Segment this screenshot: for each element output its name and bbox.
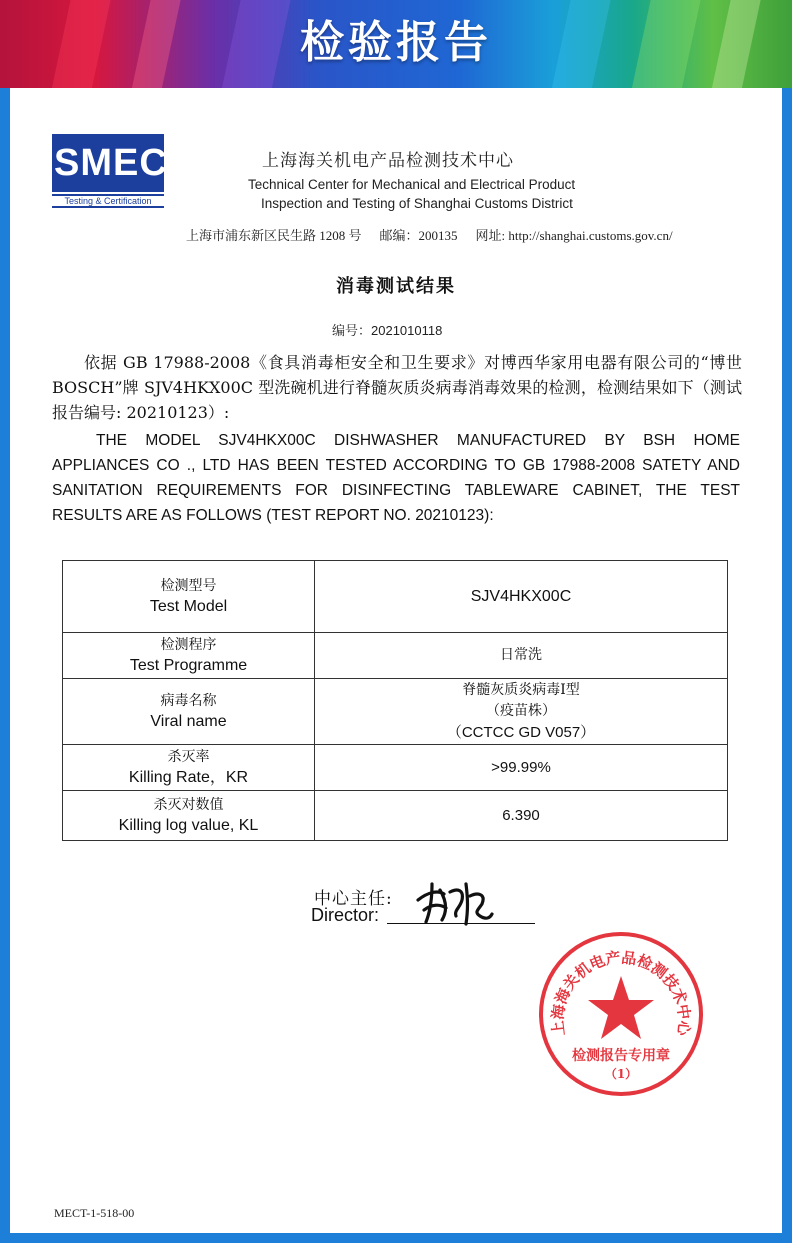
document-number (332, 320, 442, 339)
form-code: MECT-1-518-00 (54, 1206, 135, 1220)
organization-name-en-line2: Inspection and Testing of Shanghai Customs District (261, 196, 573, 211)
organization-name-en-line1: Technical Center for Mechanical and Electrical Product (248, 177, 576, 192)
test-programme-value: 日常洗 (500, 647, 542, 663)
logo-subtitle: Testing & Certification (52, 194, 164, 208)
official-seal (537, 930, 705, 1098)
label-en: Test Model (149, 597, 228, 615)
label-en: Killing log value, KL (118, 816, 259, 834)
document-number-value: 2021010118 (371, 323, 443, 338)
handwritten-signature (410, 870, 500, 930)
row-value (315, 633, 728, 679)
viral-name-line2: （疫苗株） (486, 703, 556, 719)
results-table (62, 560, 728, 841)
smec-logo (52, 134, 166, 208)
seal-label: 检测报告专用章 (572, 1048, 670, 1064)
banner-title: 检验报告 (300, 17, 492, 68)
seal-text: 上海海关机电产品检测技术中心 (548, 948, 694, 1037)
label-cn: 病毒名称 (160, 692, 217, 709)
row-value (315, 561, 728, 633)
statement-cn: 依据 GB 17988-2008《食具消毒柜安全和卫生要求》对博西华家用电器有限公司的“博世 BOSCH”牌 SJV4HKX00C 型洗碗机进行脊髓灰质炎病毒消毒效果的检测，检测结果如下（测试报告编号: 20210123）: (52, 353, 742, 422)
seal-number: （1） (604, 1067, 638, 1081)
website: 网址: http://shanghai.customs.gov.cn/ (475, 228, 673, 243)
star-icon (588, 976, 654, 1039)
killing-log-value: 6.390 (502, 807, 540, 824)
postcode: 邮编：200135 (379, 228, 458, 243)
row-label (63, 791, 315, 841)
document-number-label: 编号： (332, 324, 372, 339)
label-en: Killing Rate，KR (128, 768, 249, 786)
label-cn: 检测程序 (160, 636, 217, 653)
organization-name-cn: 上海海关机电产品检测技术中心 (262, 151, 514, 171)
row-label (63, 679, 315, 745)
viral-name-line1: 脊髓灰质炎病毒Ⅰ型 (462, 682, 580, 698)
viral-name-line3: （CCTCC GD V057） (446, 724, 596, 741)
row-value (315, 745, 728, 791)
statement-en: THE MODEL SJV4HKX00C DISHWASHER MANUFACTURED BY BSH HOME APPLIANCES CO ., LTD HAS BEEN TESTED ACCORDING TO GB 17988-2008 SATETY AND SANITATION REQUIREMENTS FOR DISINFECTING TABLEWARE CABINET, THE TEST RESULTS ARE AS FOLLOWS (TEST REPORT NO. 20210123): (52, 432, 740, 524)
label-en: Test Programme (129, 656, 248, 674)
table-row (63, 561, 728, 633)
test-model-value: SJV4HKX00C (470, 588, 572, 605)
row-label (63, 633, 315, 679)
address-line (186, 225, 673, 244)
logo-text: SMEC (52, 134, 164, 192)
table-row (63, 633, 728, 679)
document-title: 消毒测试结果 (336, 276, 456, 297)
killing-rate-value: >99.99% (491, 759, 551, 776)
director-label-cn: 中心主任: (314, 889, 393, 909)
row-value (315, 679, 728, 745)
address: 上海市浦东新区民生路 1208 号 (186, 228, 362, 243)
table-row (63, 679, 728, 745)
label-en: Viral name (150, 712, 227, 730)
director-label-en: Director: (311, 905, 380, 925)
label-cn: 杀灭率 (167, 748, 210, 765)
table-row (63, 745, 728, 791)
row-label (63, 561, 315, 633)
label-cn: 杀灭对数值 (153, 796, 224, 813)
row-value (315, 791, 728, 841)
row-label (63, 745, 315, 791)
label-cn: 检测型号 (160, 577, 217, 594)
top-banner (0, 0, 792, 88)
table-row (63, 791, 728, 841)
